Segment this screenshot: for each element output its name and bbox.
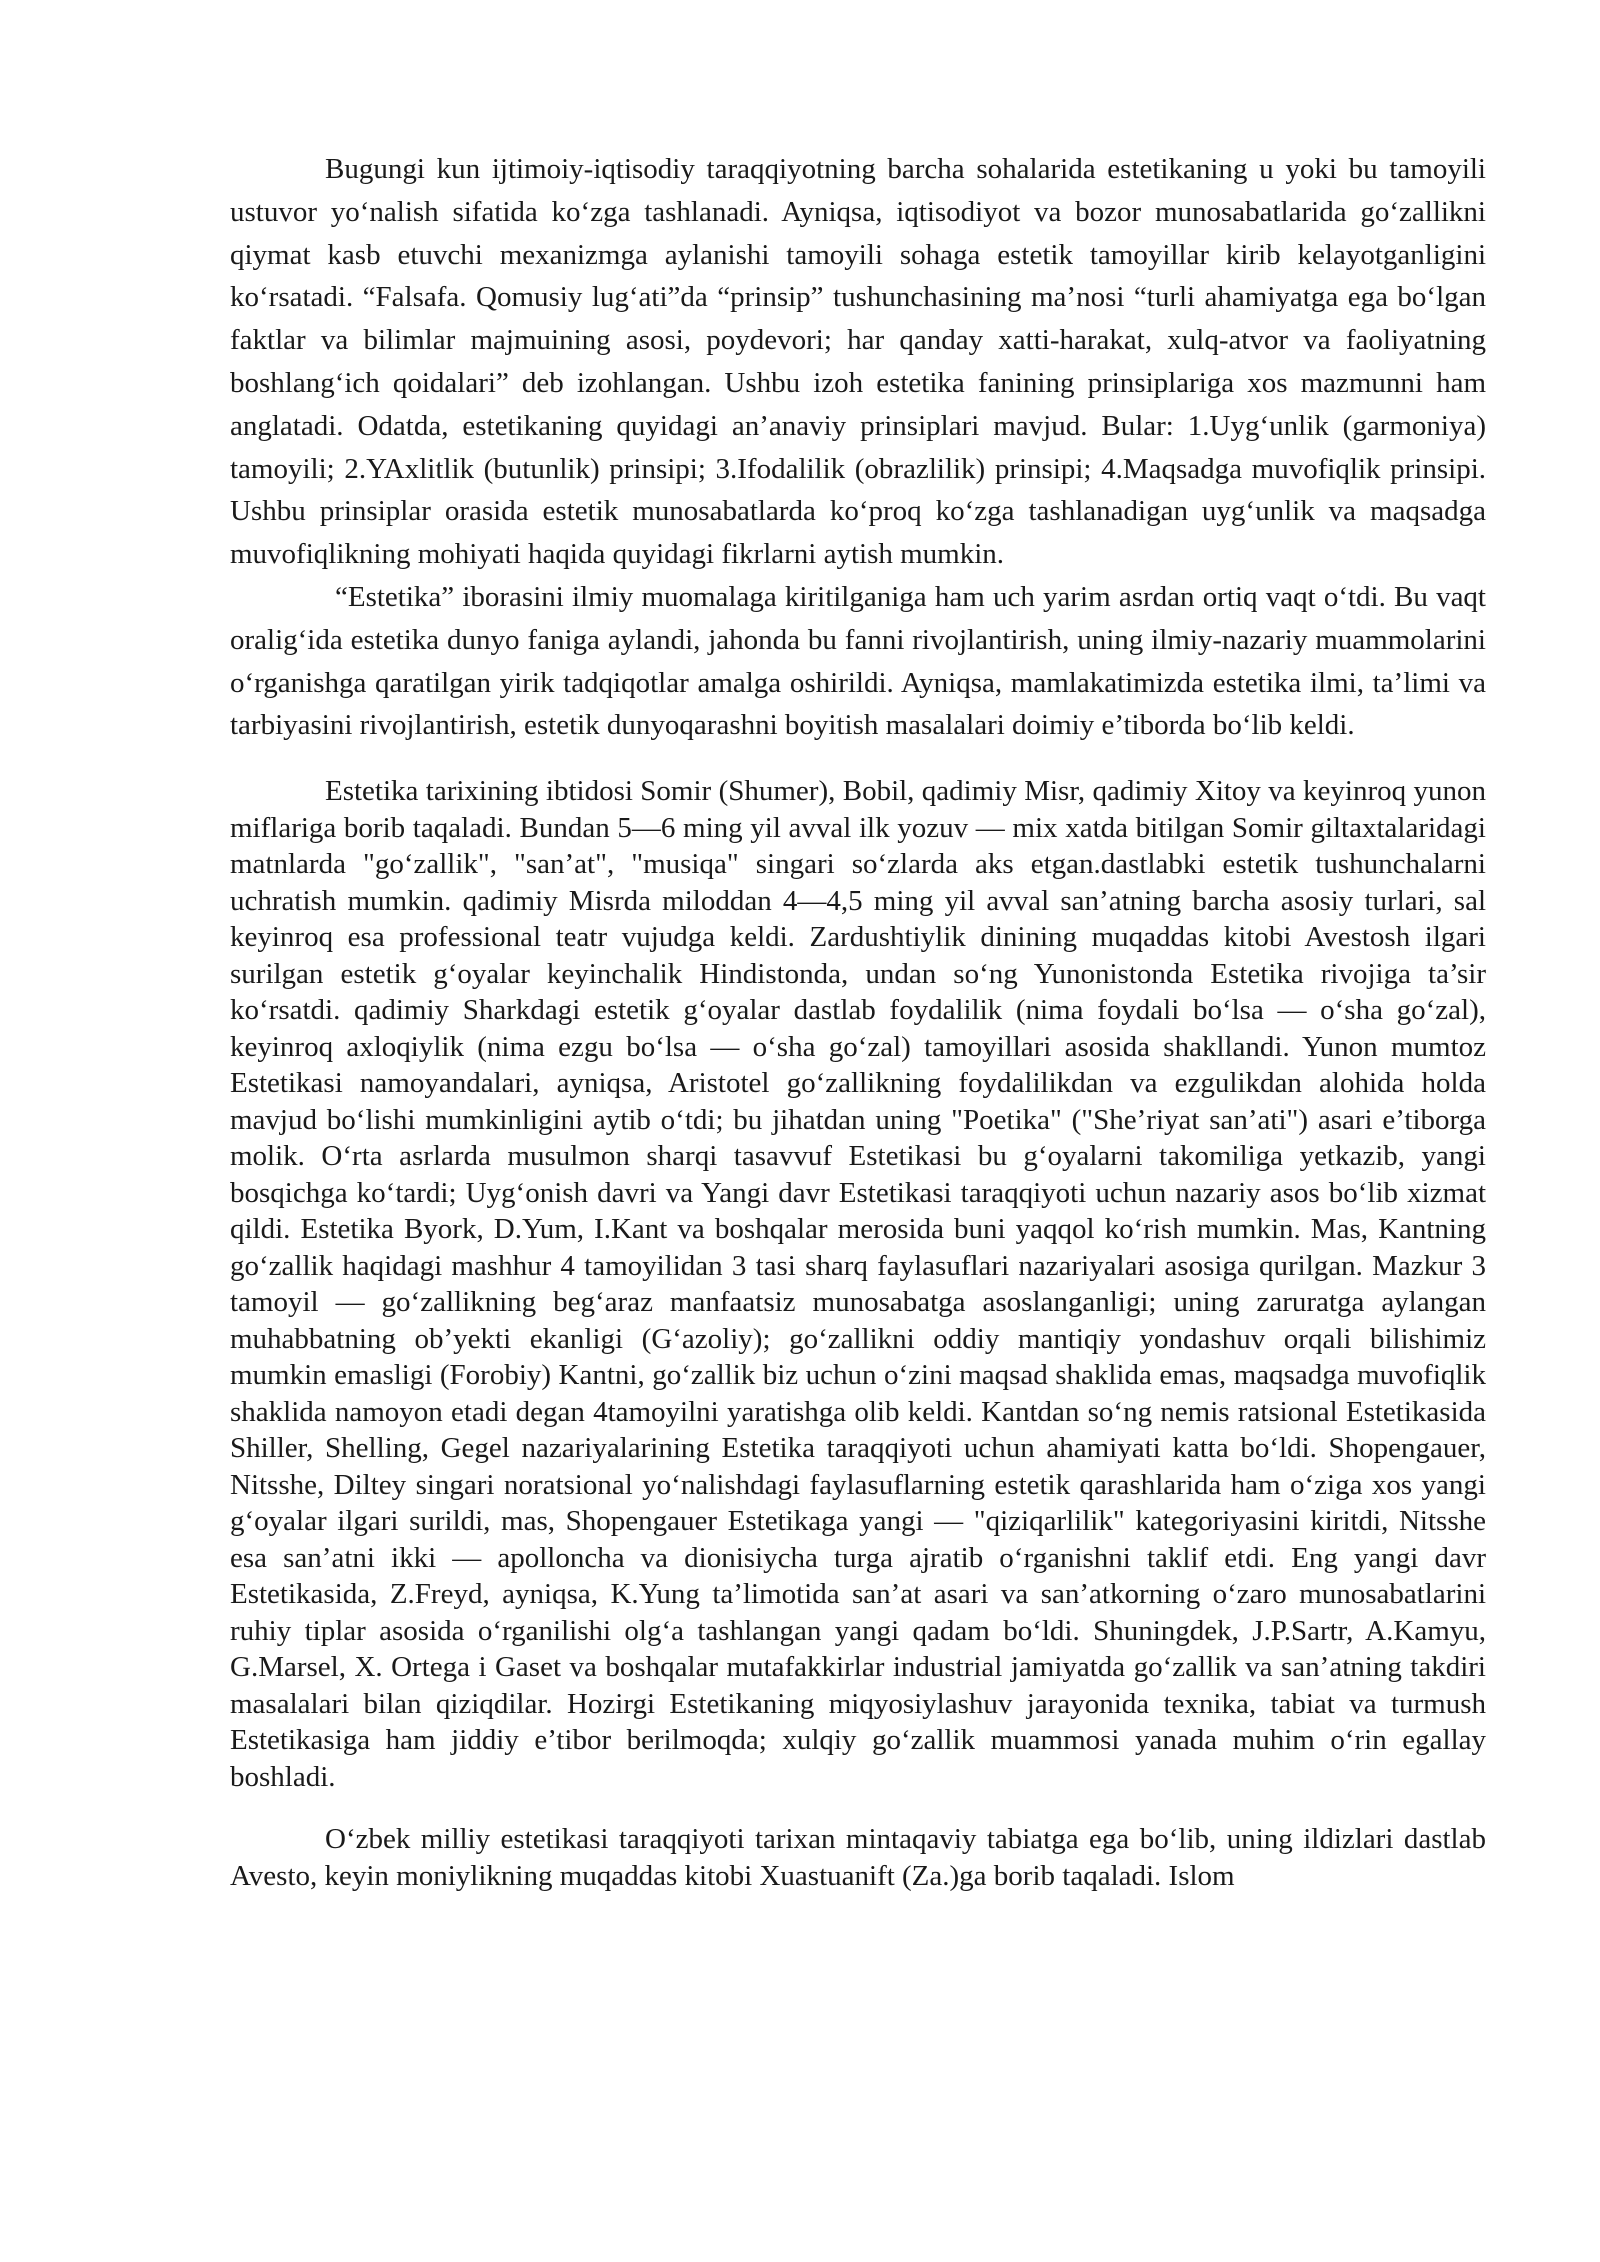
document-body (230, 148, 1486, 1894)
paragraph-aesthetics-term: “Estetika” iborasini ilmiy muomalaga kiritilganiga ham uch yarim asrdan ortiq vaqt oʻtdi. Bu vaqt oraligʻida estetika dunyo faniga aylandi, jahonda bu fanni rivojlantirish, uning ilmiy-nazariy muammolarini oʻrganishga qaratilgan yirik tadqiqotlar amalga oshirildi. Ayniqsa, mamlakatimizda estetika ilmi, ta’limi va tarbiyasini rivojlantirish, estetik dunyoqarashni boyitish masalalari doimiy e’tiborda boʻlib keldi. (230, 580, 1486, 742)
paragraph-aesthetic-principles: Bugungi kun ijtimoiy-iqtisodiy taraqqiyotning barcha sohalarida estetikaning u yoki bu tamoyili ustuvor yoʻnalish sifatida koʻzga tashlanadi. Ayniqsa, iqtisodiyot va bozor munosabatlarida goʻzallikni qiymat kasb etuvchi mexanizmga aylanishi tamoyili sohaga estetik tamoyillar kirib kelayotganligini koʻrsatadi. “Falsafa. Qomusiy lugʻati”da “prinsip” tushunchasining ma’nosi “turli ahamiyatga ega boʻlgan faktlar va bilimlar majmuining asosi, poydevori; har qanday xatti-harakat, xulq-atvor va faoliyatning boshlangʻich qoidalari” deb izohlangan. Ushbu izoh estetika fanining prinsiplariga xos mazmunni ham anglatadi. Odatda, estetikaning quyidagi an’anaviy prinsiplari mavjud. Bular: 1.Uygʻunlik (garmoniya) tamoyili; 2.YAxlitlik (butunlik) prinsipi; 3.Ifodalilik (obrazlilik) prinsipi; 4.Maqsadga muvofiqlik prinsipi. Ushbu prinsiplar orasida estetik munosabatlarda koʻproq koʻzga tashlanadigan uygʻunlik va maqsadga muvofiqlikning mohiyati haqida quyidagi fikrlarni aytish mumkin. (230, 153, 1486, 571)
paragraph-aesthetics-history: Estetika tarixining ibtidosi Somir (Shumer), Bobil, qadimiy Misr, qadimiy Xitoy va keyinroq yunon miflariga borib taqaladi. Bundan 5—6 ming yil avval ilk yozuv — mix xatda bitilgan Somir giltaxtalaridagi matnlarda "goʻzallik", "san’at", "musiqa" singari soʻzlarda aks etgan.dastlabki estetik tushunchalarni uchratish mumkin. qadimiy Misrda miloddan 4—4,5 ming yil avval san’atning barcha asosiy turlari, sal keyinroq esa professional teatr vujudga keldi. Zardushtiylik dinining muqaddas kitobi Avestosh ilgari surilgan estetik gʻoyalar keyinchalik Hindistonda, undan soʻng Yunonistonda Estetika rivojiga ta’sir koʻrsatdi. qadimiy Sharkdagi estetik gʻoyalar dastlab foydalilik (nima foydali boʻlsa — oʻsha goʻzal), keyinroq axloqiylik (nima ezgu boʻlsa — oʻsha goʻzal) tamoyillari asosida shakllandi. Yunon mumtoz Estetikasi namoyandalari, ayniqsa, Aristotel goʻzallikning foydalilikdan va ezgulikdan alohida holda mavjud boʻlishi mumkinligini aytib oʻtdi; bu jihatdan uning "Poetika" ("She’riyat san’ati") asari e’tiborga molik. Oʻrta asrlarda musulmon sharqi tasavvuf Estetikasi bu gʻoyalarni takomiliga yetkazib, yangi bosqichga koʻtardi; Uygʻonish davri va Yangi davr Estetikasi taraqqiyoti uchun nazariy asos boʻlib xizmat qildi. Estetika Byork, D.Yum, I.Kant va boshqalar merosida buni yaqqol koʻrish mumkin. Mas, Kantning goʻzallik haqidagi mashhur 4 tamoyilidan 3 tasi sharq faylasuflari nazariyalari asosiga qurilgan. Mazkur 3 tamoyil — goʻzallikning begʻaraz manfaatsiz munosabatga asoslanganligi; uning zaruratga aylangan muhabbatning ob’yekti ekanligi (Gʻazoliy); goʻzallikni oddiy mantiqiy yondashuv orqali bilishimiz mumkin emasligi (Forobiy) Kantni, goʻzallik biz uchun oʻzini maqsad shaklida emas, maqsadga muvofiqlik shaklida namoyon etadi degan 4tamoyilni yaratishga olib keldi. Kantdan soʻng nemis ratsional Estetikasida Shiller, Shelling, Gegel nazariyalarining Estetika taraqqiyoti uchun ahamiyati katta boʻldi. Shopengauer, Nitsshe, Diltey singari noratsional yoʻnalishdagi faylasuflarning estetik qarashlarida ham oʻziga xos yangi gʻoyalar ilgari surildi, mas, Shopengauer Estetikaga yangi — "qiziqarlilik" kategoriyasini kiritdi, Nitsshe esa san’atni ikki — apolloncha va dionisiycha turga ajratib oʻrganishni taklif etdi. Eng yangi davr Estetikasida, Z.Freyd, ayniqsa, K.Yung ta’limotida san’at asari va san’atkorning oʻzaro munosabatlarini ruhiy tiplar asosida oʻrganilishi olgʻa tashlangan yangi qadam boʻldi. Shuningdek, J.P.Sartr, A.Kamyu, G.Marsel, X. Ortega i Gaset va boshqalar mutafakkirlar industrial jamiyatda goʻzallik va san’atning takdiri masalalari bilan qiziqdilar. Hozirgi Estetikaning miqyosiylashuv jarayonida texnika, tabiat va turmush Estetikasiga ham jiddiy e’tibor berilmoqda; xulqiy goʻzallik muammosi yanada muhim oʻrin egallay boshladi. (230, 775, 1486, 1793)
paragraph-uzbek-aesthetics: Oʻzbek milliy estetikasi taraqqiyoti tarixan mintaqaviy tabiatga ega boʻlib, uning ildizlari dastlab Avesto, keyin moniylikning muqaddas kitobi Xuastuanift (Za.)ga borib taqaladi. Islom (230, 1823, 1486, 1892)
